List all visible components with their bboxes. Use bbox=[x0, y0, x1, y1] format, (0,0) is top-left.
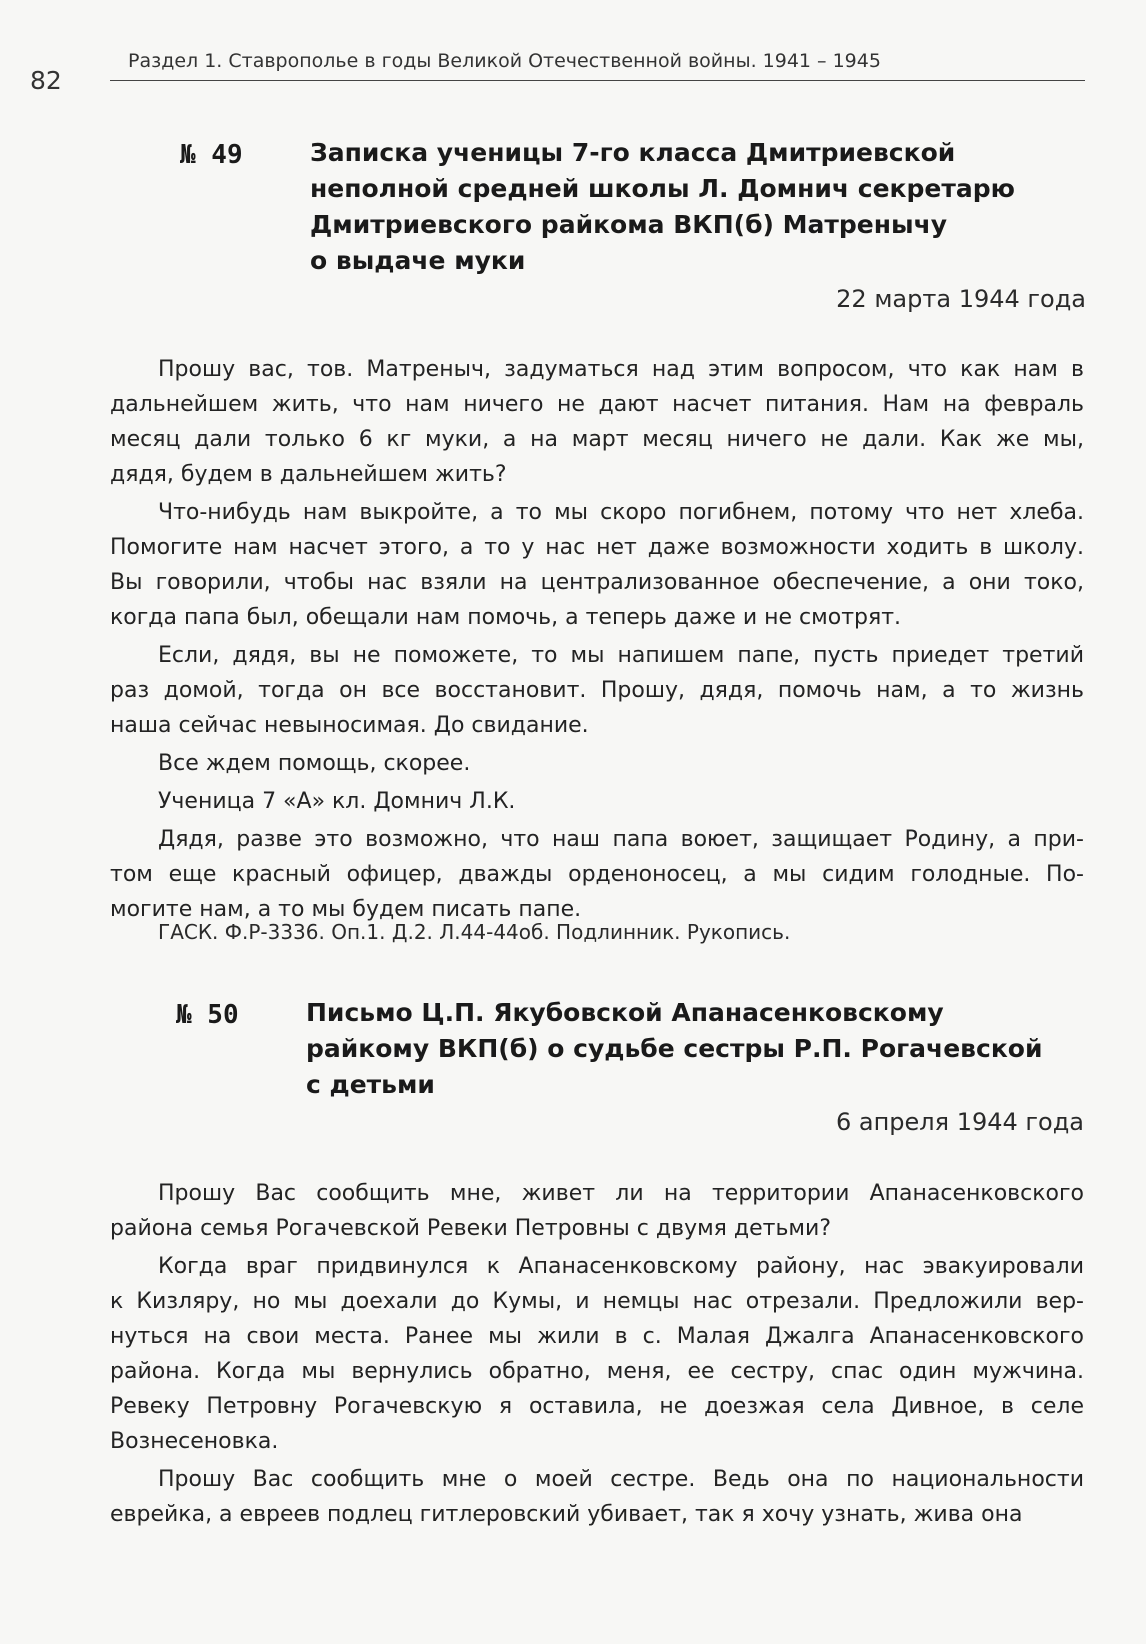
text-line: Что-нибудь нам выкройте, а то мы скоро погибнем, потому что нет хлеба. bbox=[158, 500, 1084, 525]
title-line: Дмитриевского райкома ВКП(б) Матренычу bbox=[310, 210, 948, 239]
doc-50-date: 6 апреля 1944 года bbox=[835, 1108, 1084, 1136]
text-line: Помогите нам насчет этого, а то у нас нет даже возможности ходить в школу. bbox=[110, 535, 1084, 560]
text-line: Прошу Вас сообщить мне, живет ли на территории Апанасенковского bbox=[158, 1181, 1084, 1206]
text-line: могите нам, а то мы будем писать папе. bbox=[110, 897, 582, 922]
doc-50-body bbox=[110, 1176, 1084, 1535]
text-line: дальнейшем жить, что нам ничего не дают насчет питания. Нам на февраль bbox=[110, 392, 1084, 417]
text-line: к Кизляру, но мы доехали до Кумы, и немцы нас отрезали. Предложили вер- bbox=[110, 1289, 1084, 1314]
text-line: раз домой, тогда он все восстановит. Прошу, дядя, помочь нам, а то жизнь bbox=[110, 678, 1084, 703]
doc-49-number: № 49 bbox=[180, 140, 243, 170]
paragraph bbox=[110, 822, 1084, 927]
text-line: Если, дядя, вы не поможете, то мы напишем папе, пусть приедет третий bbox=[158, 643, 1084, 668]
text-line: наша сейчас невыносимая. До свидание. bbox=[110, 713, 589, 738]
title-line: о выдаче муки bbox=[310, 246, 526, 275]
doc-50-number: № 50 bbox=[176, 1000, 239, 1030]
doc-49-date: 22 марта 1944 года bbox=[836, 285, 1086, 313]
text-line: Ревеку Петровну Рогачевскую я оставила, не доезжая села Дивное, в селе bbox=[110, 1394, 1084, 1419]
paragraph bbox=[110, 746, 1084, 781]
paragraph bbox=[110, 1249, 1084, 1459]
text-line: Вознесеновка. bbox=[110, 1429, 279, 1454]
title-line: с детьми bbox=[306, 1070, 435, 1099]
paragraph bbox=[110, 495, 1084, 635]
text-line: Прошу вас, тов. Матреныч, задуматься над этим вопросом, что как нам в bbox=[158, 357, 1084, 382]
text-line: Ученица 7 «А» кл. Домнич Л.К. bbox=[158, 789, 516, 814]
title-line: Письмо Ц.П. Якубовской Апанасенковскому bbox=[306, 998, 944, 1027]
paragraph bbox=[110, 1462, 1084, 1532]
text-line: района. Когда мы вернулись обратно, меня, ее сестру, спас один мужчина. bbox=[110, 1359, 1084, 1384]
text-line: Прошу Вас сообщить мне о моей сестре. Ведь она по национальности bbox=[158, 1467, 1084, 1492]
doc-50-title bbox=[306, 995, 1042, 1103]
doc-49-archive-reference: ГАСК. Ф.Р-3336. Оп.1. Д.2. Л.44-44об. Подлинник. Рукопись. bbox=[158, 920, 791, 944]
paragraph bbox=[110, 352, 1084, 492]
title-line: Записка ученицы 7-го класса Дмитриевской bbox=[310, 138, 956, 167]
title-line: райкому ВКП(б) о судьбе сестры Р.П. Рогачевской bbox=[306, 1034, 1043, 1063]
paragraph bbox=[110, 784, 1084, 819]
page-number: 82 bbox=[30, 66, 62, 95]
title-line: неполной средней школы Л. Домнич секретарю bbox=[310, 174, 1015, 203]
running-head: Раздел 1. Ставрополье в годы Великой Отечественной войны. 1941 – 1945 bbox=[128, 50, 881, 72]
doc-49-title bbox=[310, 135, 1015, 279]
header-divider bbox=[110, 80, 1085, 81]
text-line: Вы говорили, чтобы нас взяли на централизованное обеспечение, а они токо, bbox=[110, 570, 1084, 595]
text-line: том еще красный офицер, дважды орденоносец, а мы сидим голодные. По- bbox=[110, 862, 1084, 887]
text-line: когда папа был, обещали нам помочь, а теперь даже и не смотрят. bbox=[110, 605, 902, 630]
text-line: Все ждем помощь, скорее. bbox=[158, 751, 471, 776]
text-line: района семья Рогачевской Ревеки Петровны с двумя детьми? bbox=[110, 1216, 832, 1241]
text-line: дядя, будем в дальнейшем жить? bbox=[110, 462, 507, 487]
doc-49-body bbox=[110, 352, 1084, 930]
text-line: нуться на свои места. Ранее мы жили в с. Малая Джалга Апанасенковского bbox=[110, 1324, 1084, 1349]
text-line: месяц дали только 6 кг муки, а на март месяц ничего не дали. Как же мы, bbox=[110, 427, 1084, 452]
paragraph bbox=[110, 1176, 1084, 1246]
text-line: Когда враг придвинулся к Апанасенковскому району, нас эвакуировали bbox=[158, 1254, 1084, 1279]
text-line: еврейка, а евреев подлец гитлеровский убивает, так я хочу узнать, жива она bbox=[110, 1502, 1023, 1527]
text-line: Дядя, разве это возможно, что наш папа воюет, защищает Родину, а при- bbox=[158, 827, 1084, 852]
paragraph bbox=[110, 638, 1084, 743]
